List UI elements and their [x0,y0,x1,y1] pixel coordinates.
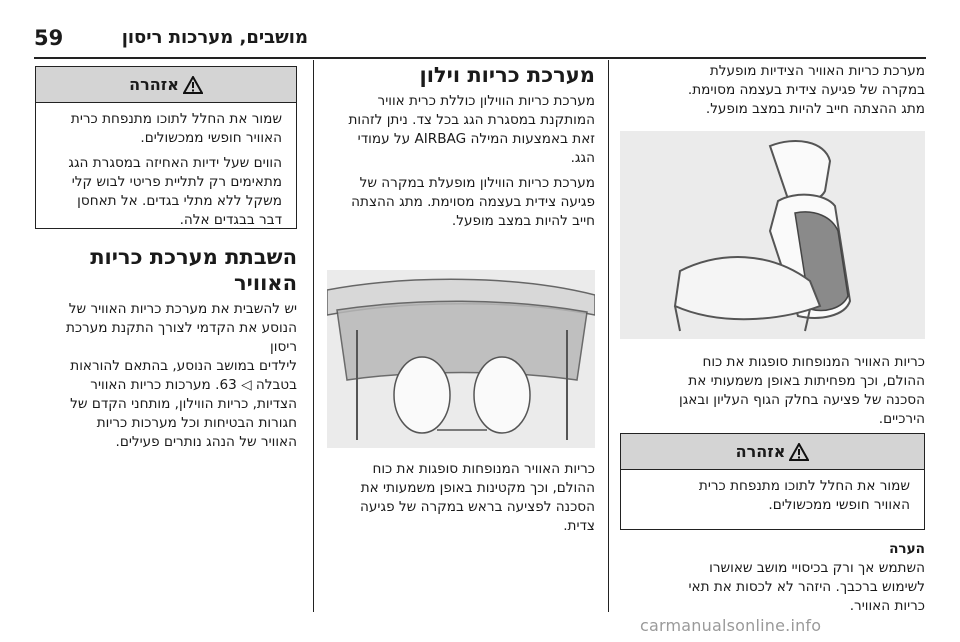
deactivation-heading: השבתת מערכת כריות האוויר [90,245,297,295]
text-line: הווים שעל ידיות האחיזה במסגרת הגג [68,155,282,171]
warning-body [621,470,924,523]
text-line: פגיעה צידית בעצמה מסוימת. מתג ההצתה [351,194,595,210]
seat-figure-caption [620,353,925,429]
curtain-para-1 [327,92,595,168]
text-line: הנוסע את הקדמי לצורך התקנת מערכת ריסון [65,320,297,355]
warning-box-right [620,433,925,530]
text-line: המותקנת במסגרת הגג בכל צד. ניתן לזהות [348,112,595,128]
column-divider-left [313,60,314,612]
page-number: 59 [34,26,64,50]
header-rule [34,57,926,59]
text-line: משקל ללא מתלי בגדים. אל תאחסן [77,193,282,209]
text-line: מתג ההצתה חייב להיות במצב מופעל. [705,101,925,117]
curtain-para-2 [327,174,595,231]
column-divider-right [608,60,609,612]
warning-para-1 [46,110,282,148]
text-line: ההולם, וכך מקטינות באופן משמעותי את [360,480,595,496]
warning-body [36,103,296,238]
curtain-figure-caption [327,460,595,536]
warning-header [621,434,924,470]
warning-para-2 [46,154,282,230]
text-line: הסכנה לפציעה בראש במקרה של פגיעה [360,499,595,515]
running-title: מושבים, מערכות ריסון [121,27,308,48]
text-line: האוויר חופשי ממכשולים. [768,497,910,513]
page-header [0,0,960,58]
text-line: חגורות הבטיחות וכל מערכות כריות [96,415,297,431]
curtain-airbag-heading: מערכת כריות וילון [419,63,595,87]
text-line: כריות האוויר המנופחות סופגות את כוח [372,461,595,477]
text-line: כריות האוויר המנופחות סופגות את כוח [702,354,925,370]
text-line: דבר בבגדים אלה. [179,212,282,228]
text-line: שמור את החלל לתוכו מתנפחת כרית [698,478,910,494]
text-line: זאת באמצעות המילה AIRBAG על עמודי [357,131,595,147]
text-line: יש להשבית את מערכת כריות האוויר של [68,301,297,317]
right-column [620,62,925,119]
text-line: לשימוש ברכבך. היזהר לא לכסות את תאי [688,579,925,595]
warning-box-left [35,66,297,229]
text-line: במקרה של פגיעה צידית בעצמה מסוימת. [687,82,925,98]
text-line: הגג. [570,150,595,166]
warning-title: אזהרה [735,442,786,461]
text-line: ההולם, וכך מפחיתות באופן משמעותי את [688,373,925,389]
seat-illustration [620,131,925,339]
text-line: בטבלה ◁ 63. מערכות כריות האוויר [90,377,297,393]
text-line: לילדים במושב הנוסע, בהתאם להוראות [70,358,297,374]
warning-triangle-icon [789,443,809,461]
text-line: האוויר של הנהג נותרים פעילים. [115,434,297,450]
side-airbag-intro [620,62,925,119]
text-line: האוויר חופשי ממכשולים. [140,130,282,146]
text-line: מערכת כריות האוויר הצידיות מופעלת [709,63,925,79]
middle-column [327,62,595,231]
warning-header [36,67,296,103]
note-title: הערה [889,541,925,557]
warning-triangle-icon [183,76,203,94]
text-line: הסכנה של פציעה בחלק הגוף העליון ובאגן [679,392,925,408]
car-interior-illustration [327,270,595,448]
text-line: צדית. [563,518,595,534]
seat-side-airbag-figure [620,131,925,339]
text-line: הירכיים. [878,411,925,427]
deactivation-para [35,300,297,452]
text-line: כריות האוויר. [849,598,925,614]
left-column-text [35,244,297,452]
text-line: שמור את החלל לתוכו מתנפחת כרית [70,111,282,127]
text-line: מערכת כריות הווילון כוללת כרית אוויר [377,93,595,109]
text-line: מתאימים רק לתליית פריטי לבוש קלי [71,174,282,190]
warning-title: אזהרה [129,75,179,94]
text-line: חייב להיות במצב מופעל. [451,213,595,229]
text-line: השתמש אך ורק בכיסויי מושב שאושרו [709,560,925,576]
curtain-airbag-figure [327,270,595,448]
watermark: carmanualsonline.info [640,616,822,635]
text-line: הצדיות, כריות הווילון, מותחני הקדם של [70,396,297,412]
text-line: מערכת כריות הווילון מופעלת במקרה של [359,175,595,191]
note-section [620,540,925,616]
